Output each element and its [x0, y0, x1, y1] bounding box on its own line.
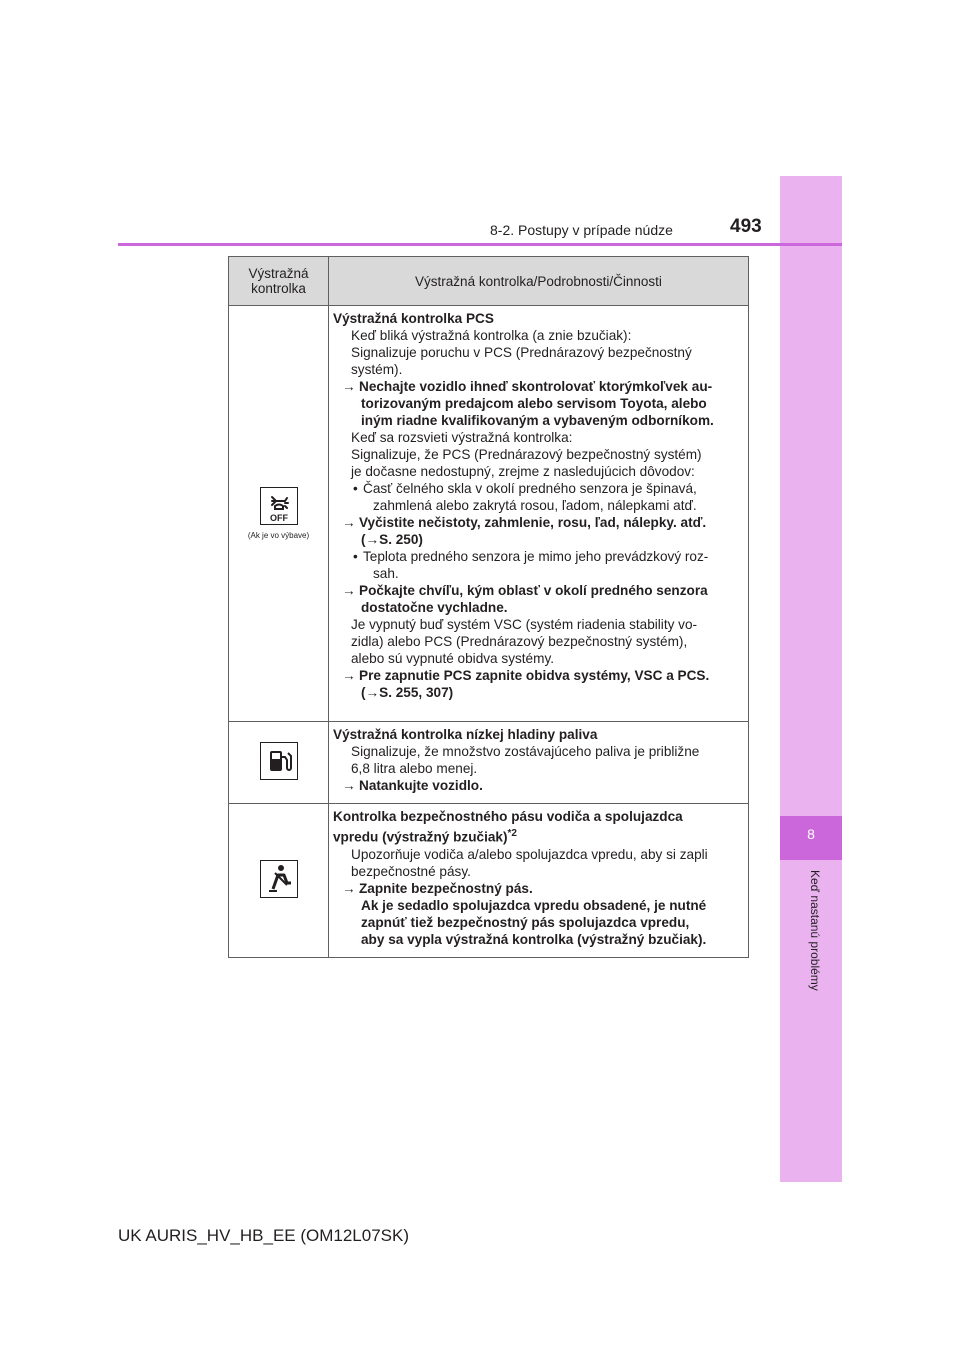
text-line: Upozorňuje vodiča a/alebo spolujazdca vpredu, aby si zapli — [351, 846, 708, 862]
side-chapter-tab — [780, 176, 842, 1182]
bullet-icon: • — [353, 549, 358, 564]
text-line: 6,8 litra alebo menej. — [351, 761, 478, 776]
action-text: Natankujte vozidlo. — [359, 778, 483, 793]
action-continued: torizovaným predajcom alebo servisom Toyota, alebo — [361, 396, 707, 411]
document-id: UK AURIS_HV_HB_EE (OM12L07SK) — [118, 1226, 410, 1245]
icon-note: (Ak je vo výbave) — [247, 531, 310, 540]
action-continued: zapnúť tiež bezpečnostný pás spolujazdca vpredu, — [361, 914, 690, 930]
arrow-icon: → — [365, 685, 380, 700]
arrow-icon: → — [342, 515, 356, 530]
action-continued: iným riadne kvalifikovaným a vybaveným odborníkom. — [361, 413, 714, 428]
action-line — [333, 777, 746, 794]
open-paren: ( — [361, 532, 366, 547]
action-line — [333, 378, 746, 395]
seatbelt-icon — [260, 860, 298, 898]
bullet-icon: • — [353, 481, 358, 496]
arrow-icon: → — [342, 583, 356, 598]
text-line: Keď sa rozsvieti výstražná kontrolka: — [351, 430, 573, 445]
arrow-icon: → — [342, 778, 356, 793]
description-cell — [329, 804, 749, 958]
chapter-number: 8 — [807, 826, 815, 842]
description-cell — [329, 306, 749, 722]
bullet-text: Časť čelného skla v okolí predného senzora je špinavá, — [363, 481, 697, 496]
bullet-continued: sah. — [373, 566, 399, 581]
row-title: Výstražná kontrolka nízkej hladiny paliva — [333, 727, 598, 742]
table-row — [229, 306, 749, 722]
section-title: 8-2. Postupy v prípade núdze — [490, 222, 673, 238]
text-line: bezpečnostné pásy. — [351, 863, 471, 879]
warning-light-table — [228, 256, 749, 958]
action-continued: aby sa vypla výstražná kontrolka (výstražný bzučiak). — [361, 931, 707, 947]
page-number: 493 — [730, 216, 762, 237]
open-paren: ( — [361, 685, 366, 700]
text-line: je dočasne nedostupný, zrejme z nasledujúcich dôvodov: — [351, 464, 695, 479]
header-rule — [118, 243, 842, 246]
action-line — [333, 514, 746, 531]
fuel-pump-icon — [260, 742, 298, 780]
description-cell — [329, 722, 749, 804]
action-continued: Ak je sedadlo spolujazdca vpredu obsadené, je nutné — [361, 897, 707, 913]
page-reference — [333, 684, 746, 701]
arrow-icon: → — [342, 379, 356, 394]
table-row — [229, 722, 749, 804]
pcs-off-warning-icon — [260, 487, 298, 525]
action-line — [333, 880, 746, 897]
text-line: alebo sú vypnuté obidva systémy. — [351, 651, 555, 666]
action-text: Pre zapnutie PCS zapnite obidva systémy, VSC a PCS. — [359, 668, 710, 683]
icon-cell — [229, 804, 329, 958]
text-line: Signalizuje, že PCS (Prednárazový bezpečnostný systém) — [351, 447, 702, 462]
table-header-row — [229, 257, 749, 306]
arrow-icon: → — [342, 668, 356, 683]
action-continued: dostatočne vychladne. — [361, 600, 508, 615]
column-header-light-text: Výstražná kontrolka — [248, 266, 309, 296]
action-line — [333, 582, 746, 599]
column-header-details: Výstražná kontrolka/Podrobnosti/Činnosti — [329, 257, 749, 306]
row-title-continued — [333, 825, 746, 846]
row-title-text: vpredu (výstražný bzučiak) — [333, 829, 508, 845]
action-line — [333, 667, 746, 684]
arrow-icon: → — [365, 532, 380, 547]
footnote-marker: *2 — [507, 828, 517, 839]
action-text: Nechajte vozidlo ihneď skontrolovať ktorýmkoľvek au- — [359, 379, 713, 394]
icon-cell — [229, 722, 329, 804]
text-line: Signalizuje poruchu v PCS (Prednárazový bezpečnostný — [351, 345, 692, 360]
text-line: Keď bliká výstražná kontrolka (a znie bzučiak): — [351, 328, 632, 343]
row-title: Kontrolka bezpečnostného pásu vodiča a spolujazdca — [333, 809, 683, 824]
page-ref-text: S. 255, 307) — [379, 685, 454, 700]
text-line: Signalizuje, že množstvo zostávajúceho paliva je približne — [351, 744, 700, 759]
bullet-line — [333, 548, 746, 565]
action-text: Počkajte chvíľu, kým oblasť v okolí predného senzora — [359, 583, 708, 598]
arrow-icon: → — [342, 880, 356, 896]
text-line: zidla) alebo PCS (Prednárazový bezpečnostný systém), — [351, 634, 688, 649]
text-line: systém). — [351, 362, 403, 377]
row-title: Výstražná kontrolka PCS — [333, 311, 494, 326]
table-row — [229, 804, 749, 958]
icon-cell — [229, 306, 329, 722]
action-text: Zapnite bezpečnostný pás. — [359, 880, 533, 896]
text-line: Je vypnutý buď systém VSC (systém riadenia stability vo- — [351, 617, 698, 632]
page-ref-text: S. 250) — [379, 532, 423, 547]
chapter-title: Keď nastanú problémy — [808, 870, 822, 991]
bullet-text: Teplota predného senzora je mimo jeho prevádzkový roz- — [363, 549, 709, 564]
pcs-off-text: OFF — [269, 513, 288, 523]
column-header-light — [229, 257, 329, 306]
action-text: Vyčistite nečistoty, zahmlenie, rosu, ľad, nálepky. atď. — [359, 515, 707, 530]
page-reference — [333, 531, 746, 548]
bullet-continued: zahmlená alebo zakrytá rosou, ľadom, nálepkami atď. — [373, 498, 697, 513]
bullet-line — [333, 480, 746, 497]
